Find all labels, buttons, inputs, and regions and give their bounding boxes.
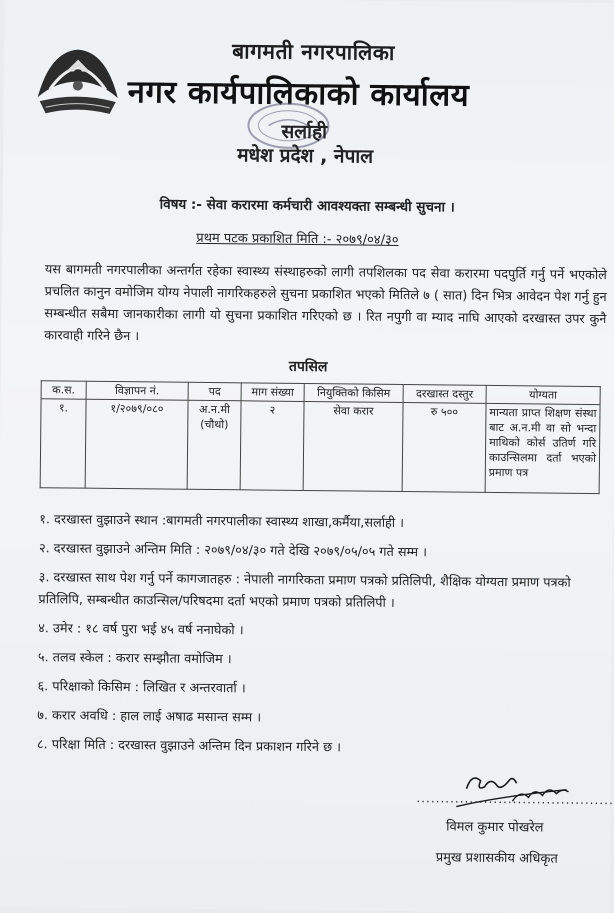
- notice-subject: विषय :- सेवा करारमा कर्मचारी आवश्यक्ता सम्बन्धी सुचना ।: [159, 196, 455, 216]
- conditions-list: [37, 509, 608, 769]
- col-header-post: पद: [188, 382, 241, 401]
- list-item: ३. दरखास्त साथ पेश गर्नु पर्ने कागजातहरु : नेपाली नागरिकता प्रमाण पत्रको प्रतिलिपी, शैक्षिक योग्यता प्रमाण पत्रको प्रतिलिपि, सम्बन्धीत काउन्सिल/परिषदमा दर्ता भएको प्रमाण पत्रको प्रतिलिपी ।: [38, 570, 571, 611]
- signature-line: .........................................: [416, 791, 614, 808]
- publish-date: प्रथम पटक प्रकाशित मिति :- २०७९/०४/३०: [196, 230, 399, 248]
- cell-application-fee: रु ५००: [402, 403, 486, 493]
- list-item: १. दरखास्त वुझाउने स्थान :बागमती नगरपालीका स्वास्थ्य शाखा,कर्मैया,सर्लाही ।: [39, 512, 405, 532]
- signatory-title: प्रमुख प्रशासकीय अधिकृत: [435, 850, 558, 867]
- list-item: ५. तलव स्केल : करार सम्झौता वमोजिम ।: [37, 650, 232, 668]
- province-country: मधेश प्रदेश , नेपाल: [237, 144, 374, 168]
- list-item: ८. परिक्षा मिति : दरखास्त वुझाउने अन्तिम दिन प्रकाशन गरिने छ ।: [36, 737, 342, 756]
- list-item: ७. करार अवधि : हाल लाई अषाढ मसान्त सम्म ।: [37, 708, 262, 726]
- cell-appointment-type: सेवा करार: [303, 401, 403, 491]
- vacancy-table: [40, 380, 601, 494]
- table-row: [40, 399, 600, 494]
- col-header-appointment-type: नियुक्तिको किसिम: [304, 383, 403, 402]
- list-item: २. दरखास्त वुझाउने अन्तिम मिति : २०७९/०४/३० गते देखि २०७९/०५/०५ गते सम्म ।: [38, 541, 428, 561]
- handwritten-signature-icon: [416, 766, 586, 814]
- list-item: ४. उमेर : १८ वर्ष पुरा भई ४५ वर्ष ननाघेको ।: [38, 621, 244, 639]
- municipality-name: बागमती नगरपालिका: [232, 39, 396, 65]
- col-header-qualification: योग्यता: [486, 385, 600, 404]
- cell-post: अ.न.मी (चौथो): [187, 400, 241, 490]
- cell-qualification: मान्यता प्राप्त शिक्षण संस्था बाट अ.न.मी वा सो भन्दा माथिको कोर्स उतिर्ण गरि काउन्सिलमा दर्ता भएको प्रमाण पत्र: [485, 403, 600, 493]
- list-item: ६. परिक्षाको किसिम : लिखित र अन्तरवार्ता ।: [37, 679, 246, 697]
- cell-sn: १.: [40, 399, 86, 488]
- col-header-advertisement-no: विज्ञापन नं.: [86, 381, 188, 400]
- signatory-name: विमल कुमार पोखरेल: [446, 819, 544, 836]
- col-header-demand-count: माग संख्या: [241, 383, 304, 402]
- cell-demand-count: २: [240, 401, 304, 491]
- table-title: तपसिल: [288, 358, 328, 376]
- notice-body: यस बागमती नगरपालीका अन्तर्गत रहेका स्वास्थ्य संस्थाहरुको लागी तपशिलका पद सेवा करारमा पदपुर्ति गर्नु पर्ने भएकोले प्रचलित कानुन वमोजिम योग्य नेपाली नागरिकहरुले सुचना प्रकाशित भएको मितिले ७ ( सात) दिन भित्र आवेदन पेश गर्नु हुन सम्बन्धीत सबैमा जानकारीका लागी यो सुचना प्रकाशित गरिएको छ । रित नपुगी वा म्याद नाघि आएको दरखास्त उपर कुनै कारवाही गरिने छैन ।: [44, 262, 607, 345]
- office-name: नगर कार्यपालिकाको कार्यालय: [127, 74, 470, 114]
- cell-advertisement-no: १/२०७९/०८०: [85, 399, 188, 489]
- col-header-application-fee: दरखास्त दस्तुर: [403, 385, 486, 404]
- office-location: सर्लाही: [281, 120, 328, 144]
- col-header-sn: क.स.: [41, 381, 86, 399]
- nepal-emblem-icon: [29, 41, 126, 122]
